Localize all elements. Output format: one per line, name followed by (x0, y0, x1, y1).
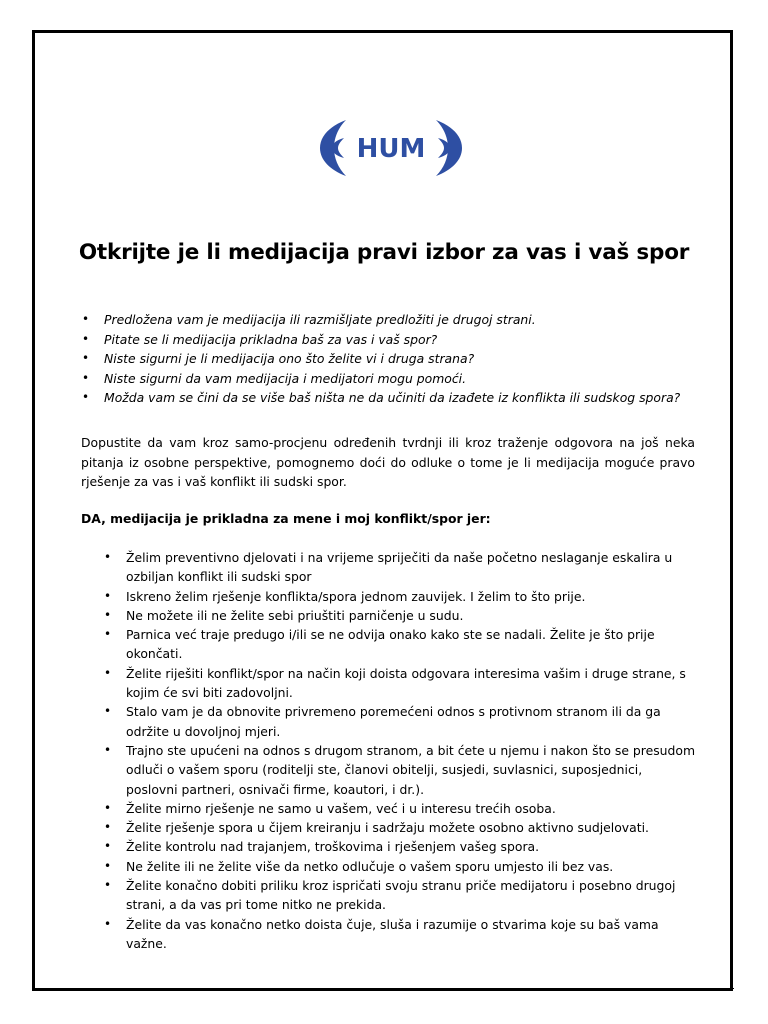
bullet-icon: • (104, 878, 112, 893)
reason-item-text: Želite kontrolu nad trajanjem, troškovima i rješenjem vašeg spora. (126, 839, 540, 855)
bullet-icon: • (104, 839, 112, 854)
bullet-icon: • (104, 588, 112, 603)
bullet-icon: • (82, 370, 90, 385)
reason-item (104, 587, 696, 606)
reason-item-text: Želite konačno dobiti priliku kroz ispričati svoju stranu priče medijatoru i posebno drugoj strani, a da vas pri tome nitko ne prekida. (126, 878, 676, 913)
bullet-icon: • (104, 704, 112, 719)
reasons-list (104, 548, 696, 953)
reason-item-text: Trajno ste upućeni na odnos s drugom stranom, a bit ćete u njemu i nakon što se presudom odluči o vašem sporu (roditelji ste, članovi obitelji, susjedi, suvlasnici, suposjednici, poslovni partneri, osnivači firme, koautori, i dr.). (126, 742, 696, 797)
bullet-icon: • (82, 351, 90, 365)
bullet-icon: • (104, 820, 112, 835)
bullet-icon: • (104, 627, 112, 642)
bullet-icon: • (104, 916, 112, 931)
intro-question-text: Niste sigurni je li medijacija ono što želite vi i druga strana? (104, 351, 475, 366)
intro-question (82, 330, 724, 350)
intro-paragraph: Dopustite da vam kroz samo-procjenu određenih tvrdnji ili kroz traženje odgovora na još neka pitanja iz osobne perspektive, pomognemo doći do odluke o tome je li medijacija moguće pravo rješenje za vas i vaš konflikt ili sudski spor. (81, 435, 695, 489)
bullet-icon: • (104, 607, 112, 622)
bullet-icon: • (104, 742, 112, 757)
reason-item-text: Ne možete ili ne želite sebi priuštiti parničenje u sudu. (126, 607, 464, 623)
bullet-icon: • (104, 800, 112, 815)
logo-text: HUM (356, 134, 426, 164)
intro-question (82, 388, 724, 408)
intro-question-text: Niste sigurni da vam medijacija i medijatori mogu pomoći. (104, 370, 467, 386)
reason-item (104, 702, 696, 741)
bullet-icon: • (82, 312, 90, 326)
reason-item (104, 837, 696, 856)
reason-item-text: Želite mirno rješenje ne samo u vašem, već i u interesu trećih osoba. (126, 800, 556, 816)
reason-item-text: Želite da vas konačno netko doista čuje, sluša i razumije o stvarima koje su baš vama važne. (126, 916, 659, 951)
reason-item (104, 915, 696, 954)
reason-item (104, 664, 696, 703)
bullet-icon: • (82, 390, 90, 404)
section-heading: DA, medijacija je prikladna za mene i moj konflikt/spor jer: (81, 511, 491, 526)
reason-item (104, 818, 696, 837)
bullet-icon: • (104, 665, 112, 680)
intro-question-text: Pitate se li medijacija prikladna baš za vas i vaš spor? (104, 331, 438, 347)
reason-item (104, 606, 696, 625)
reason-item-text: Iskreno želim rješenje konflikta/spora jednom zauvijek. I želim to što prije. (126, 588, 586, 604)
reason-item-text: Želite rješenje spora u čijem kreiranju i sadržaju možete osobno aktivno sudjelovati. (126, 820, 649, 836)
reason-item-text: Stalo vam je da obnovite privremeno poremećeni odnos s protivnom stranom ili da ga održite u dovoljnoj mjeri. (126, 704, 661, 739)
reason-item (104, 876, 696, 915)
reason-item-text: Želim preventivno djelovati i na vrijeme spriječiti da naše početno neslaganje eskalira u ozbiljan konflikt ili sudski spor (126, 550, 673, 585)
page-border-line (36, 988, 734, 989)
intro-question (82, 349, 724, 369)
reason-item (104, 625, 696, 664)
reason-item-text: Parnica već traje predugo i/ili se ne odvija onako kako ste se nadali. Želite je što prije okončati. (126, 627, 655, 662)
reason-item (104, 741, 696, 799)
intro-question-text: Predložena vam je medijacija ili razmišljate predložiti je drugoj strani. (104, 312, 536, 327)
hum-logo (316, 118, 466, 178)
bullet-icon: • (104, 550, 112, 564)
reason-item (104, 857, 696, 876)
intro-question-list (82, 310, 724, 408)
bullet-icon: • (104, 858, 112, 873)
reason-item-text: Ne želite ili ne želite više da netko odlučuje o vašem sporu umjesto ili bez vas. (126, 858, 614, 874)
intro-question (82, 369, 724, 389)
intro-question-text: Možda vam se čini da se više baš ništa ne da učiniti da izađete iz konflikta ili sudskog spora? (104, 390, 681, 405)
intro-question (82, 310, 724, 330)
reason-item (104, 548, 696, 587)
reason-item (104, 799, 696, 818)
page-title: Otkrijte je li medijacija pravi izbor za vas i vaš spor (78, 240, 690, 265)
reason-item-text: Želite riješiti konflikt/spor na način koji doista odgovara interesima vašim i druge strane, s kojim će svi biti zadovoljni. (126, 665, 686, 701)
bullet-icon: • (82, 331, 90, 346)
